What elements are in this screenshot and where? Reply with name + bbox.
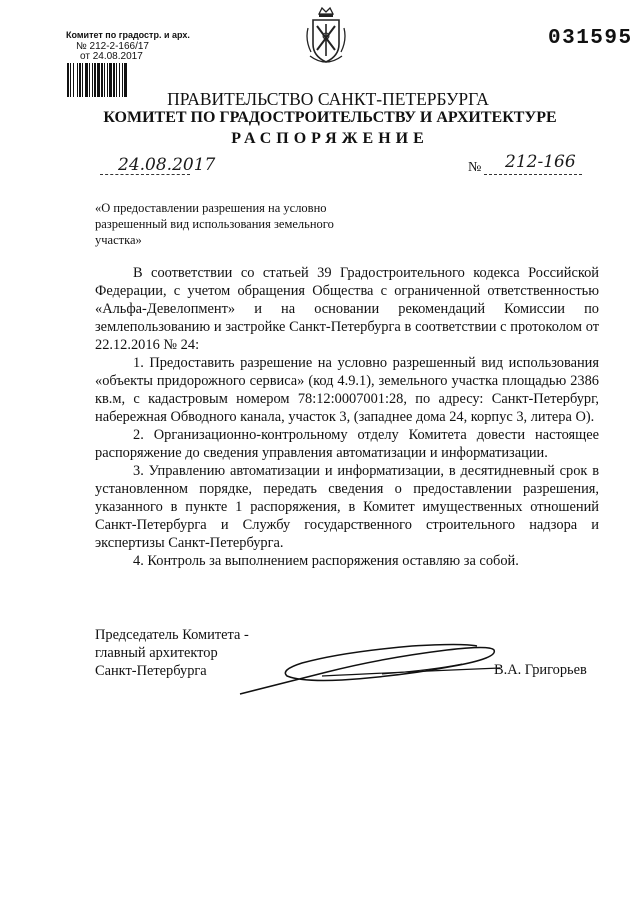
document-body [95, 264, 599, 570]
stamp-org: Комитет по градостр. и арх. [66, 30, 190, 40]
signatory-name: В.А. Григорьев [494, 662, 587, 678]
signatory-position-line: Председатель Комитета - [95, 627, 249, 643]
date-underline [100, 174, 190, 175]
government-title-text: ПРАВИТЕЛЬСТВО САНКТ-ПЕТЕРБУРГА [167, 89, 489, 109]
body-paragraph-3: 3. Управлению автоматизации и информатизации, в десятидневный срок в установленном порядке, передать сведения о предоставлении разрешения, указанного в пункте 1 распоряжения, в Комитет имущественных отношений Санкт-Петербурга и Службу государственного строительного надзора и экспертизы Санкт-Петербурга. [95, 463, 599, 551]
handwritten-number: 212-166 [505, 152, 576, 172]
coat-of-arms-icon [305, 6, 347, 68]
document-type-text: РАСПОРЯЖЕНИЕ [231, 130, 429, 147]
body-paragraph-preamble: В соответствии со статьей 39 Градостроительного кодекса Российской Федерации, с учетом обращения Общества с ограниченной ответственностью «Альфа-Девелопмент» и на основании рекомендаций Комиссии по землепользованию и застройке Санкт-Петербурга в соответствии с протоколом от 22.12.2016 № 24: [95, 265, 599, 353]
document-subject: «О предоставлении разрешения на условно разрешенный вид использования земельного участка» [95, 201, 334, 247]
document-serial-number: 031595 [548, 27, 633, 50]
government-title [0, 89, 640, 110]
stamp-number: № 212-2-166/17 [76, 41, 149, 52]
stamp-date: от 24.08.2017 [80, 51, 143, 62]
signatory-position [95, 626, 249, 680]
committee-title-text: КОМИТЕТ ПО ГРАДОСТРОИТЕЛЬСТВУ И АРХИТЕКТУРЕ [103, 109, 557, 126]
body-paragraph-4: 4. Контроль за выполнением распоряжения оставляю за собой. [133, 553, 519, 569]
committee-title [0, 109, 640, 127]
signatory-position-line: Санкт-Петербурга [95, 663, 207, 679]
handwritten-signature [232, 636, 517, 696]
document-type-title [0, 130, 640, 148]
body-paragraph-1: 1. Предоставить разрешение на условно разрешенный вид использования «объекты придорожного сервиса» (код 4.9.1), земельного участка площадью 2386 кв.м, с кадастровым номером 78:12:0007001:28, по адресу: Санкт-Петербург, набережная Обводного канала, участок 3, (западнее дома 24, корпус 3, литера О). [95, 355, 599, 425]
number-underline [484, 174, 582, 175]
body-paragraph-2: 2. Организационно-контрольному отделу Комитета довести настоящее распоряжение до сведения управления автоматизации и информатизации. [95, 427, 599, 461]
signatory-position-line: главный архитектор [95, 645, 218, 661]
handwritten-date: 24.08.2017 [118, 155, 216, 175]
number-label: № [468, 160, 482, 175]
